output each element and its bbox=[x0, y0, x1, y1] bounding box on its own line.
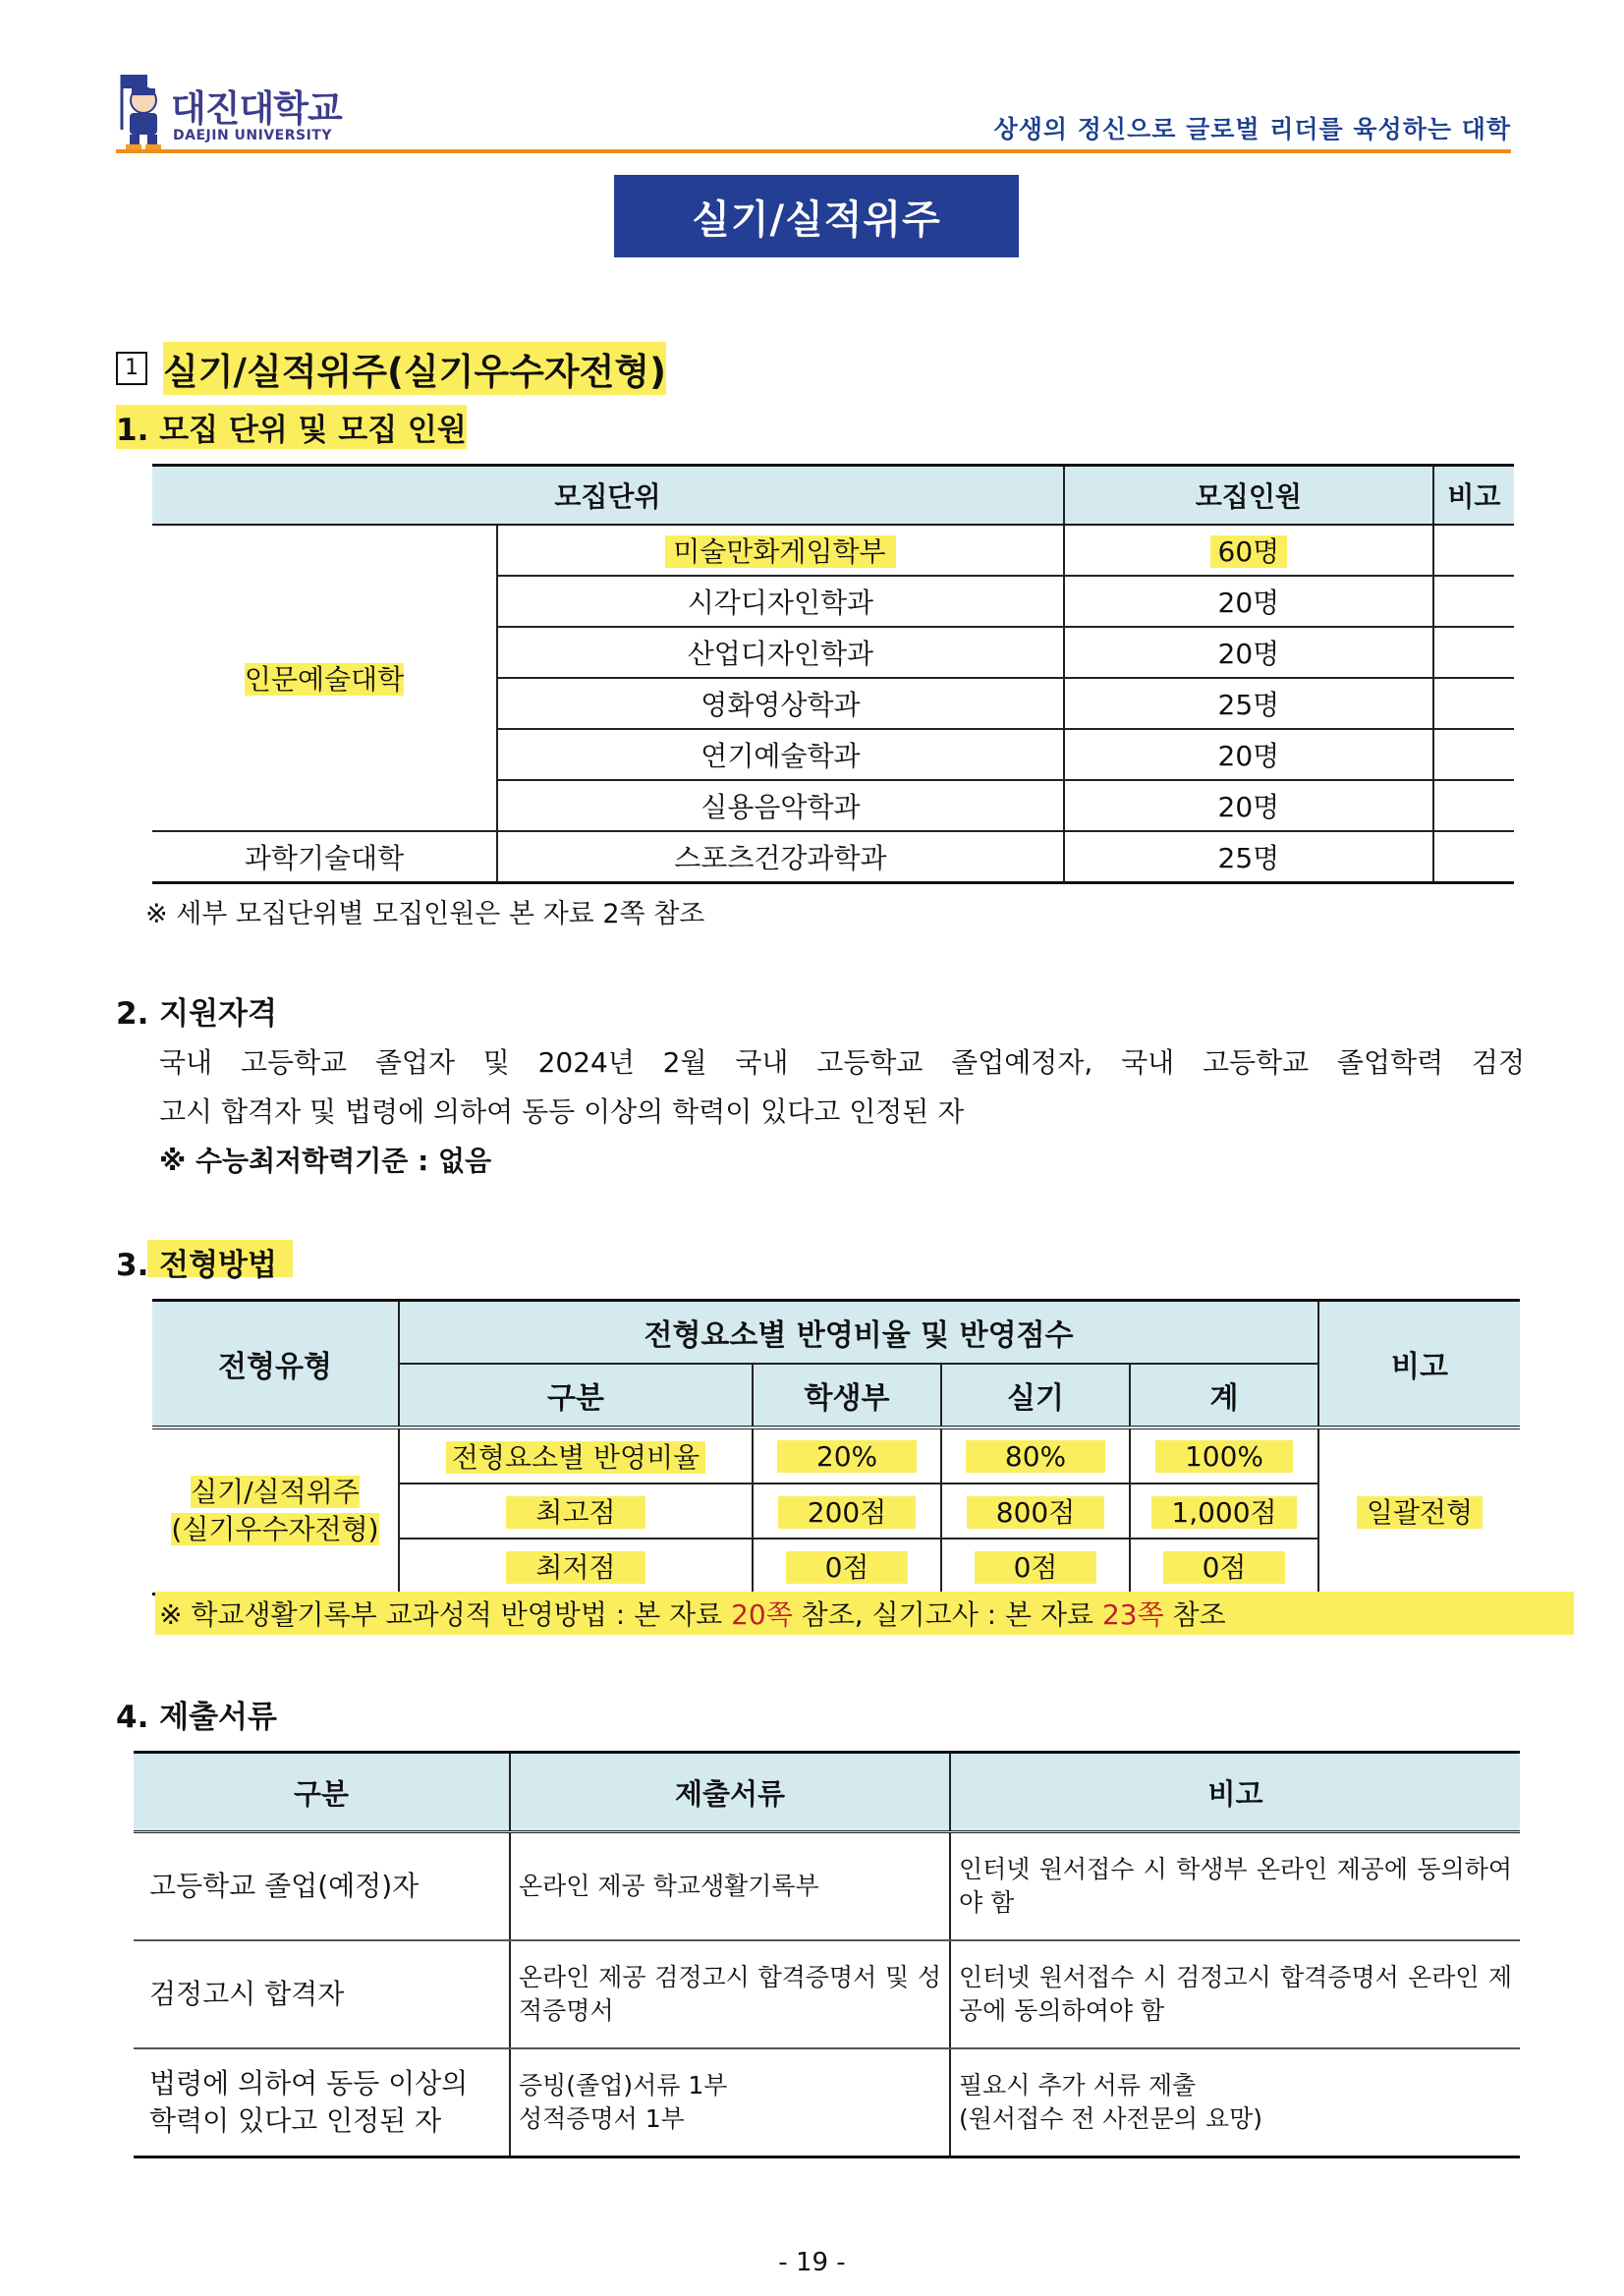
table-row bbox=[134, 1832, 1520, 1941]
documents-cell: 증빙(졸업)서류 1부 성적증명서 1부 bbox=[510, 2048, 950, 2157]
note-cell: 일괄전형 bbox=[1318, 1428, 1520, 1595]
s4-heading: 4. 제출서류 bbox=[116, 1700, 277, 1735]
value-cell: 0점 bbox=[941, 1539, 1130, 1595]
mascot-icon bbox=[116, 71, 169, 149]
header-cell: 계 bbox=[1130, 1364, 1318, 1428]
header-cell: 구분 bbox=[134, 1753, 510, 1832]
value-cell: 200점 bbox=[753, 1484, 941, 1539]
logo-english-text: DAEJIN UNIVERSITY bbox=[173, 128, 332, 143]
s2-heading: 2. 지원자격 bbox=[116, 996, 277, 1032]
dept-cell: 스포츠건강과학과 bbox=[497, 831, 1064, 883]
category-cell: 검정고시 합격자 bbox=[134, 1940, 510, 2048]
s2-line-3: ※ 수능최저학력기준 : 없음 bbox=[159, 1145, 492, 1177]
documents-cell: 온라인 제공 검정고시 합격증명서 및 성적증명서 bbox=[510, 1940, 950, 2048]
table-row bbox=[152, 831, 1514, 883]
section-title: 실기/실적위주(실기우수자전형) bbox=[163, 342, 666, 395]
value-cell: 0점 bbox=[753, 1539, 941, 1595]
college-cell: 과학기술대학 bbox=[152, 831, 497, 883]
dept-cell: 연기예술학과 bbox=[497, 729, 1064, 780]
dept-cell: 실용음악학과 bbox=[497, 780, 1064, 831]
page-title: 실기/실적위주 bbox=[614, 175, 1019, 257]
note-cell bbox=[1433, 627, 1514, 678]
label-cell: 최고점 bbox=[399, 1484, 753, 1539]
header-cell: 구분 bbox=[399, 1364, 753, 1428]
count-cell: 20명 bbox=[1064, 627, 1433, 678]
recruitment-table bbox=[152, 464, 1514, 884]
value-cell: 80% bbox=[941, 1428, 1130, 1484]
count-cell: 25명 bbox=[1064, 831, 1433, 883]
count-cell: 60명 bbox=[1064, 525, 1433, 576]
table-header-row bbox=[152, 466, 1514, 526]
table-row bbox=[152, 525, 1514, 576]
logo-korean-text: 대진대학교 bbox=[171, 87, 342, 130]
label-cell: 최저점 bbox=[399, 1539, 753, 1595]
note-cell bbox=[1433, 525, 1514, 576]
s3-heading: 3. 전형방법 bbox=[116, 1248, 277, 1283]
header-cell: 전형유형 bbox=[152, 1301, 399, 1428]
header-cell: 전형요소별 반영비율 및 반영점수 bbox=[399, 1301, 1318, 1365]
label-cell: 전형요소별 반영비율 bbox=[399, 1428, 753, 1484]
note-cell bbox=[1433, 678, 1514, 729]
header-cell: 제출서류 bbox=[510, 1753, 950, 1832]
category-cell: 고등학교 졸업(예정)자 bbox=[134, 1832, 510, 1941]
note-cell bbox=[1433, 831, 1514, 883]
header-divider bbox=[116, 149, 1511, 153]
documents-table bbox=[134, 1751, 1520, 2158]
value-cell: 1,000점 bbox=[1130, 1484, 1318, 1539]
section-number-box: 1 bbox=[116, 352, 147, 385]
dept-cell: 미술만화게임학부 bbox=[497, 525, 1064, 576]
note-cell bbox=[1433, 729, 1514, 780]
college-cell: 인문예술대학 bbox=[152, 525, 497, 831]
count-cell: 25명 bbox=[1064, 678, 1433, 729]
table-row bbox=[152, 1428, 1520, 1484]
dept-cell: 영화영상학과 bbox=[497, 678, 1064, 729]
table-row bbox=[134, 1940, 1520, 2048]
note-cell bbox=[1433, 780, 1514, 831]
header-cell: 모집인원 bbox=[1064, 466, 1433, 526]
value-cell: 20% bbox=[753, 1428, 941, 1484]
page-number: - 19 - bbox=[778, 2248, 846, 2277]
header-cell: 모집단위 bbox=[152, 466, 1064, 526]
header-cell: 비고 bbox=[950, 1753, 1520, 1832]
header-cell: 학생부 bbox=[753, 1364, 941, 1428]
remarks-cell: 인터넷 원서접수 시 학생부 온라인 제공에 동의하여야 함 bbox=[950, 1832, 1520, 1941]
s2-line-1: 국내 고등학교 졸업자 및 2024년 2월 국내 고등학교 졸업예정자, 국내 고등학교 졸업학력 검정 bbox=[159, 1046, 1525, 1079]
count-cell: 20명 bbox=[1064, 729, 1433, 780]
remarks-cell: 필요시 추가 서류 제출 (원서접수 전 사전문의 요망) bbox=[950, 2048, 1520, 2157]
evaluation-table bbox=[152, 1299, 1520, 1596]
s2-line-2: 고시 합격자 및 법령에 의하여 동등 이상의 학력이 있다고 인정된 자 bbox=[159, 1095, 965, 1128]
count-cell: 20명 bbox=[1064, 576, 1433, 627]
header-cell: 비고 bbox=[1433, 466, 1514, 526]
header-slogan: 상생의 정신으로 글로벌 리더를 육성하는 대학 bbox=[993, 115, 1511, 143]
header-cell: 비고 bbox=[1318, 1301, 1520, 1428]
value-cell: 800점 bbox=[941, 1484, 1130, 1539]
documents-cell: 온라인 제공 학교생활기록부 bbox=[510, 1832, 950, 1941]
note-cell bbox=[1433, 576, 1514, 627]
header-cell: 실기 bbox=[941, 1364, 1130, 1428]
remarks-cell: 인터넷 원서접수 시 검정고시 합격증명서 온라인 제공에 동의하여야 함 bbox=[950, 1940, 1520, 2048]
page-header bbox=[116, 71, 1511, 151]
s3-footnote: ※ 학교생활기록부 교과성적 반영방법 : 본 자료 20쪽 참조, 실기고사 : 본 자료 23쪽 참조 bbox=[155, 1592, 1574, 1635]
type-cell: 실기/실적위주 (실기우수자전형) bbox=[152, 1428, 399, 1595]
section-heading bbox=[116, 342, 666, 395]
value-cell: 100% bbox=[1130, 1428, 1318, 1484]
table-row bbox=[134, 2048, 1520, 2157]
table-header-row bbox=[134, 1753, 1520, 1832]
s1-heading: 1. 모집 단위 및 모집 인원 bbox=[116, 405, 467, 449]
dept-cell: 산업디자인학과 bbox=[497, 627, 1064, 678]
category-cell: 법령에 의하여 동등 이상의 학력이 있다고 인정된 자 bbox=[134, 2048, 510, 2157]
s1-note: ※ 세부 모집단위별 모집인원은 본 자료 2쪽 참조 bbox=[145, 899, 705, 929]
count-cell: 20명 bbox=[1064, 780, 1433, 831]
university-logo bbox=[116, 71, 381, 151]
dept-cell: 시각디자인학과 bbox=[497, 576, 1064, 627]
value-cell: 0점 bbox=[1130, 1539, 1318, 1595]
